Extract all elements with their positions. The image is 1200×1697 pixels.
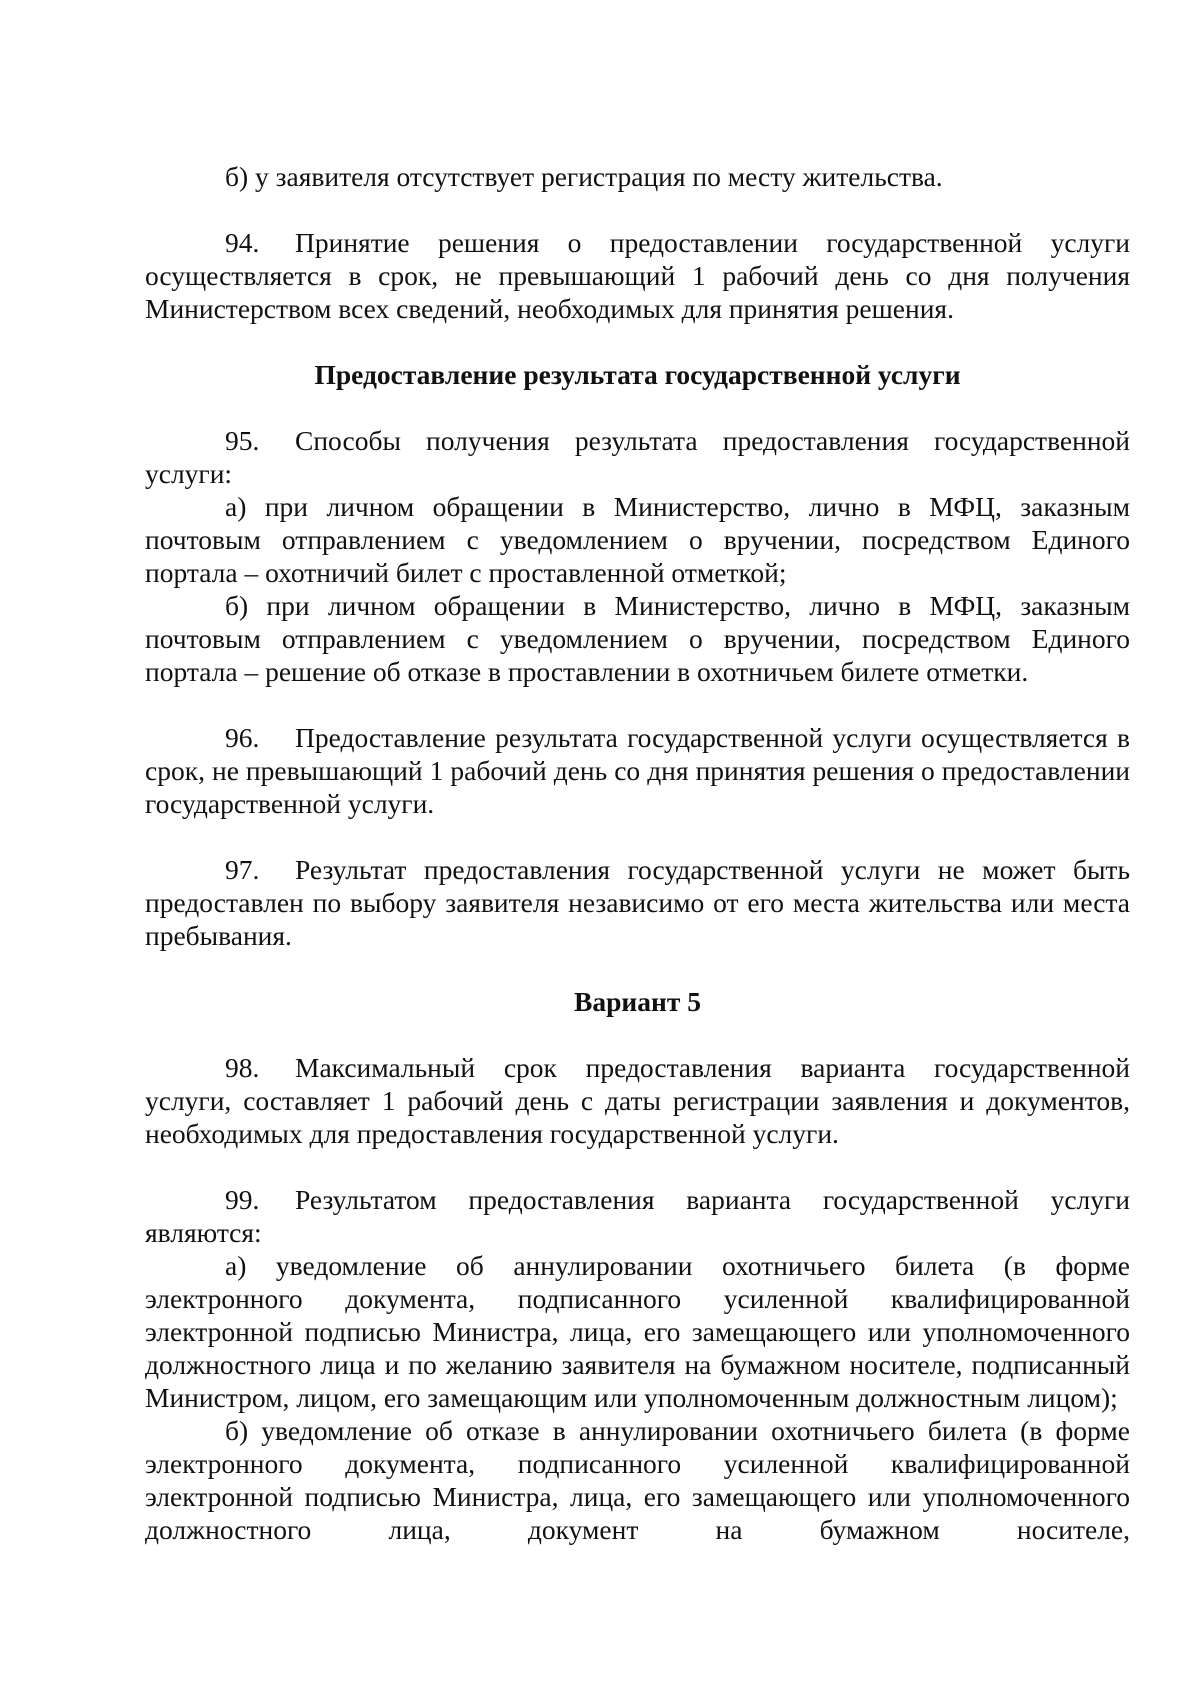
- section-heading-variant: Вариант 5: [574, 986, 701, 1017]
- paragraph-text: Результат предоставления государственной услуги не может быть предоставлен по выбору заявителя независимо от его места жительства или места пребывания.: [145, 854, 1130, 951]
- paragraph-number: 97.: [225, 854, 260, 885]
- section-heading-result: Предоставление результата государственной услуги: [314, 359, 961, 390]
- paragraph-96: [145, 721, 1130, 820]
- paragraph-99: [145, 1183, 1130, 1249]
- paragraph-99-item-b: б) уведомление об отказе в аннулировании охотничьего билета (в форме электронного документа, подписанного усиленной квалифицированной электронной подписью Министра, лица, его замещающего или уполномоченного должностного лица, документ на бумажном носителе,: [145, 1415, 1130, 1545]
- paragraph-text: Максимальный срок предоставления варианта государственной услуги, составляет 1 рабочий день с даты регистрации заявления и документов, необходимых для предоставления государственной услуги.: [145, 1052, 1130, 1149]
- paragraph-95: [145, 424, 1130, 490]
- paragraph-number: 98.: [225, 1052, 260, 1083]
- paragraph-95-item-a: а) при личном обращении в Министерство, лично в МФЦ, заказным почтовым отправлением с уведомлением о вручении, посредством Единого портала – охотничий билет с проставленной отметкой;: [145, 491, 1130, 588]
- paragraph-number: 96.: [225, 722, 260, 753]
- paragraph-95-item-b: б) при личном обращении в Министерство, лично в МФЦ, заказным почтовым отправлением с уведомлением о вручении, посредством Единого портала – решение об отказе в проставлении в охотничьем билете отметки.: [145, 590, 1130, 687]
- paragraph-number: 99.: [225, 1184, 260, 1215]
- paragraph-text: Способы получения результата предоставления государственной услуги:: [145, 425, 1130, 489]
- paragraph-number: 94.: [225, 227, 260, 258]
- paragraph-no-residence: б) у заявителя отсутствует регистрация по месту жительства.: [225, 161, 943, 192]
- paragraph-97: [145, 853, 1130, 952]
- paragraph-98: [145, 1051, 1130, 1150]
- paragraph-text: Принятие решения о предоставлении государственной услуги осуществляется в срок, не превышающий 1 рабочий день со дня получения Министерством всех сведений, необходимых для принятия решения.: [145, 227, 1130, 324]
- paragraph-number: 95.: [225, 425, 260, 456]
- paragraph-text: Предоставление результата государственной услуги осуществляется в срок, не превышающий 1 рабочий день со дня принятия решения о предоставлении государственной услуги.: [145, 722, 1130, 819]
- paragraph-text: Результатом предоставления варианта государственной услуги являются:: [145, 1184, 1130, 1248]
- document-page: [145, 160, 1130, 1546]
- paragraph-94: [145, 226, 1130, 325]
- paragraph-99-item-a: а) уведомление об аннулировании охотничьего билета (в форме электронного документа, подписанного усиленной квалифицированной электронной подписью Министра, лица, его замещающего или уполномоченного должностного лица и по желанию заявителя на бумажном носителе, подписанный Министром, лицом, его замещающим или уполномоченным должностным лицом);: [145, 1250, 1130, 1413]
